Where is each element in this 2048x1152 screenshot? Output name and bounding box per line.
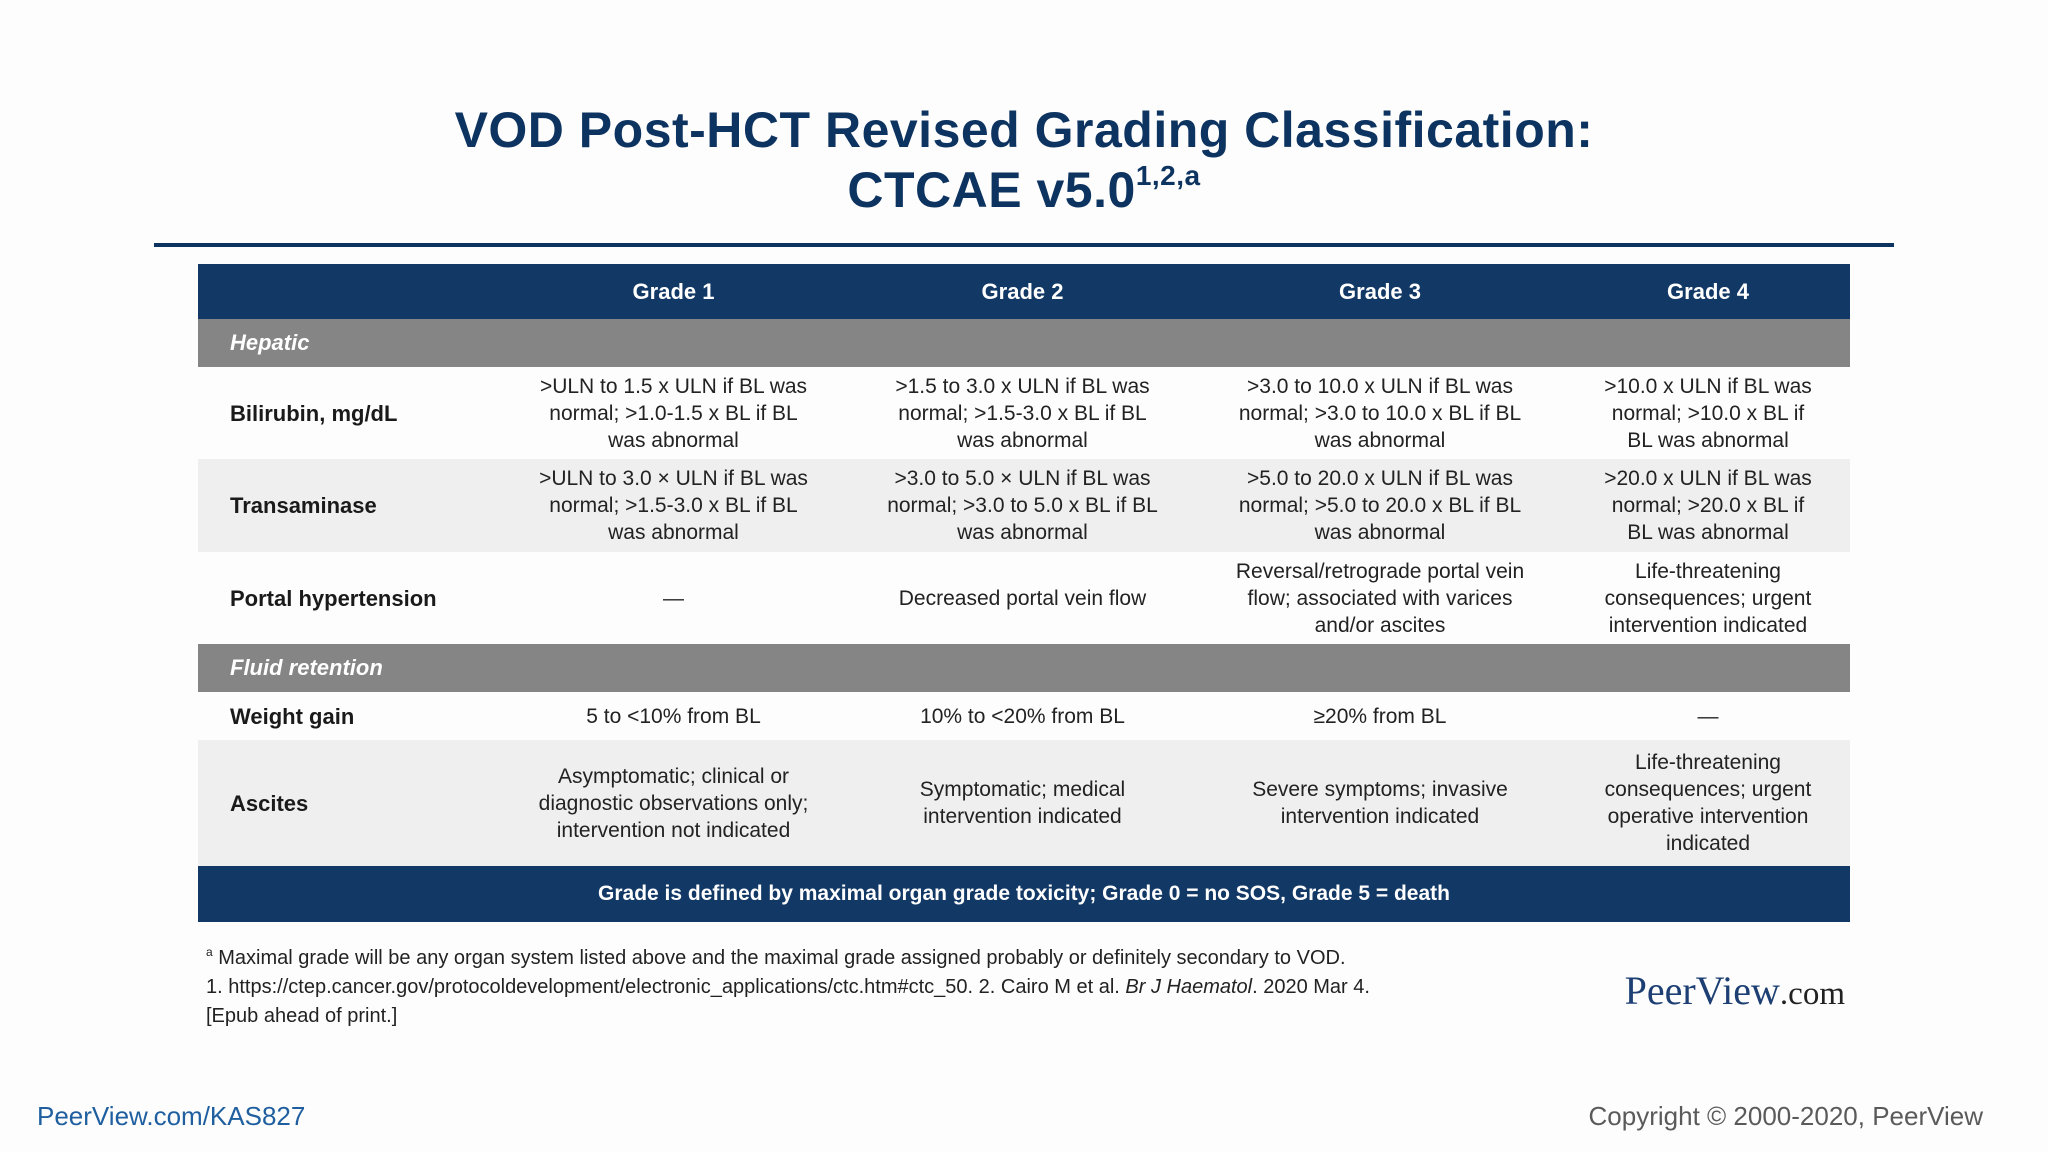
grade-3-cell: >5.0 to 20.0 x ULN if BL was normal; >5.0 to 20.0 x BL if BL was abnormal [1194,459,1566,552]
table-row [198,367,1850,459]
row-label: Bilirubin, mg/dL [198,367,496,459]
header-grade-1: Grade 1 [496,264,851,319]
table-row [198,459,1850,552]
section-label: Hepatic [198,319,1850,367]
title-superscript: 1,2,a [1135,160,1201,191]
title-divider [154,243,1894,247]
footnote-mark: a [206,945,213,959]
row-label: Transaminase [198,459,496,552]
table-footer-text: Grade is defined by maximal organ grade toxicity; Grade 0 = no SOS, Grade 5 = death [198,866,1850,922]
grading-table-body [198,264,1850,922]
grade-4-cell: Life-threatening consequences; urgent operative intervention indicated [1566,740,1850,866]
grade-2-cell: >3.0 to 5.0 × ULN if BL was normal; >3.0 to 5.0 x BL if BL was abnormal [851,459,1194,552]
footnote-a [206,944,1606,973]
footnotes [206,944,1606,1031]
logo-name: PeerView [1624,968,1780,1013]
grading-table [198,264,1850,922]
grade-1-cell: >ULN to 1.5 x ULN if BL was normal; >1.0-1.5 x BL if BL was abnormal [496,367,851,459]
table-row [198,692,1850,740]
grade-2-cell: >1.5 to 3.0 x ULN if BL was normal; >1.5-3.0 x BL if BL was abnormal [851,367,1194,459]
slide-title [0,100,2048,220]
header-grade-2: Grade 2 [851,264,1194,319]
table-header-row [198,264,1850,319]
header-grade-3: Grade 3 [1194,264,1566,319]
grade-2-cell: Symptomatic; medical intervention indicated [851,740,1194,866]
copyright-text: Copyright © 2000-2020, PeerView [1588,1101,1983,1131]
reference-suffix: . 2020 Mar 4. [1252,976,1370,998]
table-row [198,740,1850,866]
grade-1-cell: — [496,552,851,644]
grade-3-cell: Reversal/retrograde portal vein flow; associated with varices and/or ascites [1194,552,1566,644]
logo-suffix: .com [1779,976,1845,1012]
row-label: Portal hypertension [198,552,496,644]
title-line-1: VOD Post-HCT Revised Grading Classification: [454,102,1594,158]
grade-3-cell: >3.0 to 10.0 x ULN if BL was normal; >3.0 to 10.0 x BL if BL was abnormal [1194,367,1566,459]
grade-4-cell: >20.0 x ULN if BL was normal; >20.0 x BL if BL was abnormal [1566,459,1850,552]
row-label: Ascites [198,740,496,866]
grade-3-cell: Severe symptoms; invasive intervention indicated [1194,740,1566,866]
grade-1-cell: Asymptomatic; clinical or diagnostic observations only; intervention not indicated [496,740,851,866]
title-version: CTCAE v5.0 [847,162,1136,218]
title-line-2 [0,160,2048,220]
grade-1-cell: 5 to <10% from BL [496,692,851,740]
grade-3-cell: ≥20% from BL [1194,692,1566,740]
section-row [198,644,1850,692]
header-grade-4: Grade 4 [1566,264,1850,319]
table-footer-row [198,866,1850,922]
reference-prefix: 1. https://ctep.cancer.gov/protocoldevelopment/electronic_applications/ctc.htm#ctc_50. 2. Cairo M et al. [206,976,1120,998]
reference-journal: Br J Haematol [1125,976,1253,998]
footnote-text: Maximal grade will be any organ system listed above and the maximal grade assigned probably or definitely secondary to VOD. [218,947,1346,969]
grade-2-cell: 10% to <20% from BL [851,692,1194,740]
activity-url[interactable]: PeerView.com/KAS827 [37,1101,306,1131]
grade-1-cell: >ULN to 3.0 × ULN if BL was normal; >1.5-3.0 x BL if BL was abnormal [496,459,851,552]
grade-4-cell: >10.0 x ULN if BL was normal; >10.0 x BL if BL was abnormal [1566,367,1850,459]
grade-4-cell: Life-threatening consequences; urgent intervention indicated [1566,552,1850,644]
grade-2-cell: Decreased portal vein flow [851,552,1194,644]
table-row [198,552,1850,644]
section-label: Fluid retention [198,644,1850,692]
peerview-logo [1600,967,1845,1014]
reference-epub: [Epub ahead of print.] [206,1005,398,1027]
header-corner [198,264,496,319]
references [206,973,1606,1002]
grade-4-cell: — [1566,692,1850,740]
row-label: Weight gain [198,692,496,740]
section-row [198,319,1850,367]
